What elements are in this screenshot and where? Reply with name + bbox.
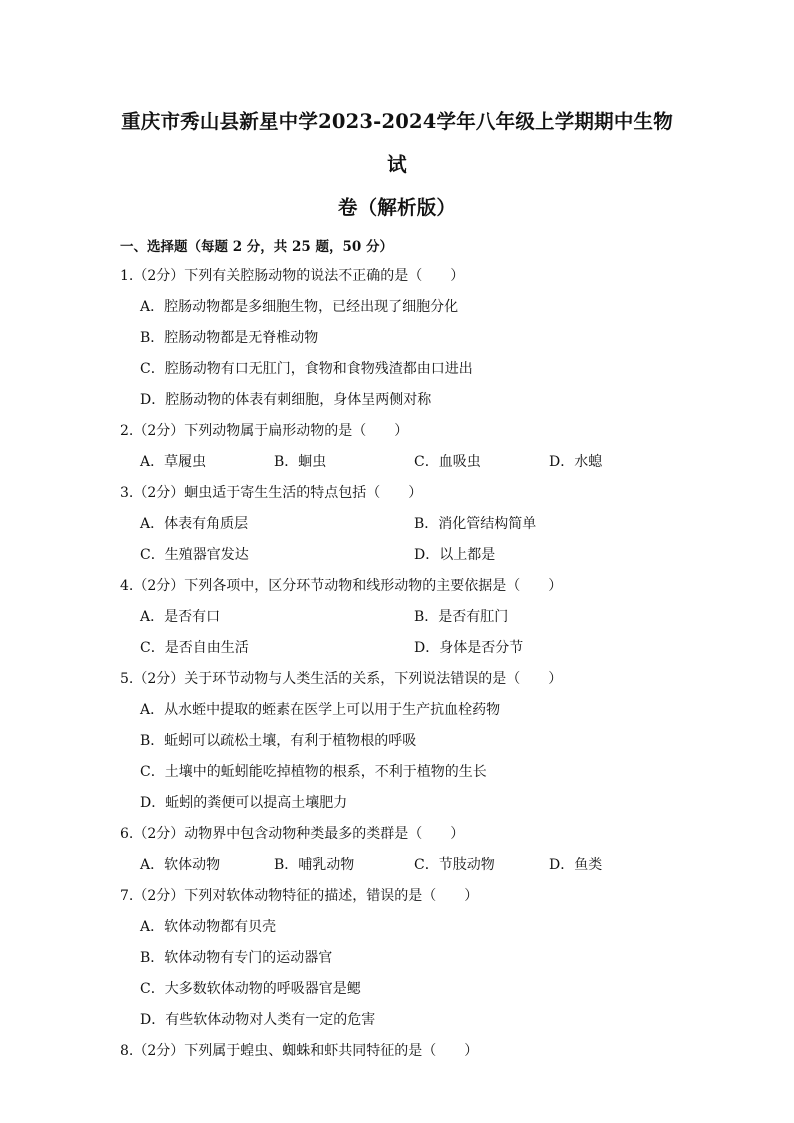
- option: D．以上都是: [414, 547, 496, 563]
- option: B．是否有肛门: [414, 609, 509, 625]
- option: A．腔肠动物都是多细胞生物，已经出现了细胞分化: [140, 299, 459, 315]
- option: B．蛔虫: [274, 454, 327, 470]
- option: B．软体动物有专门的运动器官: [140, 950, 333, 966]
- question-stem: 6.（2分）动物界中包含动物种类最多的类群是（ ）: [120, 826, 465, 842]
- option: B．消化管结构简单: [414, 516, 537, 532]
- option: D．腔肠动物的体表有刺细胞，身体呈两侧对称: [140, 392, 432, 408]
- option: A．体表有角质层: [140, 516, 249, 532]
- question-stem: 2.（2分）下列动物属于扁形动物的是（ ）: [120, 423, 409, 439]
- option-row: [120, 509, 674, 540]
- option: C．大多数软体动物的呼吸器官是鳃: [140, 981, 361, 997]
- option: D．蚯蚓的粪便可以提高土壤肥力: [140, 795, 348, 811]
- option: C．是否自由生活: [140, 640, 249, 656]
- option: A．从水蛭中提取的蛭素在医学上可以用于生产抗血栓药物: [140, 702, 501, 718]
- option-row: [120, 447, 674, 478]
- option: C．血吸虫: [414, 454, 481, 470]
- option: D．身体是否分节: [414, 640, 524, 656]
- question-stem: 7.（2分）下列对软体动物特征的描述，错误的是（ ）: [120, 888, 479, 904]
- option: C．节肢动物: [414, 857, 495, 873]
- option: D．水螅: [549, 454, 603, 470]
- option: B．哺乳动物: [274, 857, 355, 873]
- option: B．蚯蚓可以疏松土壤，有利于植物根的呼吸: [140, 733, 417, 749]
- option: C．生殖器官发达: [140, 547, 249, 563]
- option-row: [120, 850, 674, 881]
- option: D．有些软体动物对人类有一定的危害: [140, 1012, 376, 1028]
- exam-title-line1: 重庆市秀山县新星中学2023-2024学年八年级上学期期中生物试: [121, 110, 673, 176]
- exam-title-line2: 卷（解析版）: [337, 196, 457, 219]
- option: D．鱼类: [549, 857, 603, 873]
- question-stem: 3.（2分）蛔虫适于寄生生活的特点包括（ ）: [120, 485, 423, 501]
- option-row: [120, 540, 674, 571]
- option: C．腔肠动物有口无肛门，食物和食物残渣都由口进出: [140, 361, 473, 377]
- option: B．腔肠动物都是无脊椎动物: [140, 330, 319, 346]
- question-stem: 8.（2分）下列属于蝗虫、蜘蛛和虾共同特征的是（ ）: [120, 1043, 479, 1059]
- question-stem: 1.（2分）下列有关腔肠动物的说法不正确的是（ ）: [120, 268, 465, 284]
- option: A．是否有口: [140, 609, 221, 625]
- option: A．草履虫: [140, 454, 207, 470]
- option-row: [120, 633, 674, 664]
- section-heading: 一、选择题（每题 2 分，共 25 题，50 分）: [120, 239, 393, 255]
- question-stem: 5.（2分）关于环节动物与人类生活的关系，下列说法错误的是（ ）: [120, 671, 563, 687]
- option: A．软体动物: [140, 857, 221, 873]
- option-row: [120, 602, 674, 633]
- option: A．软体动物都有贝壳: [140, 919, 277, 935]
- question-stem: 4.（2分）下列各项中，区分环节动物和线形动物的主要依据是（ ）: [120, 578, 563, 594]
- option: C．土壤中的蚯蚓能吃掉植物的根系，不利于植物的生长: [140, 764, 487, 780]
